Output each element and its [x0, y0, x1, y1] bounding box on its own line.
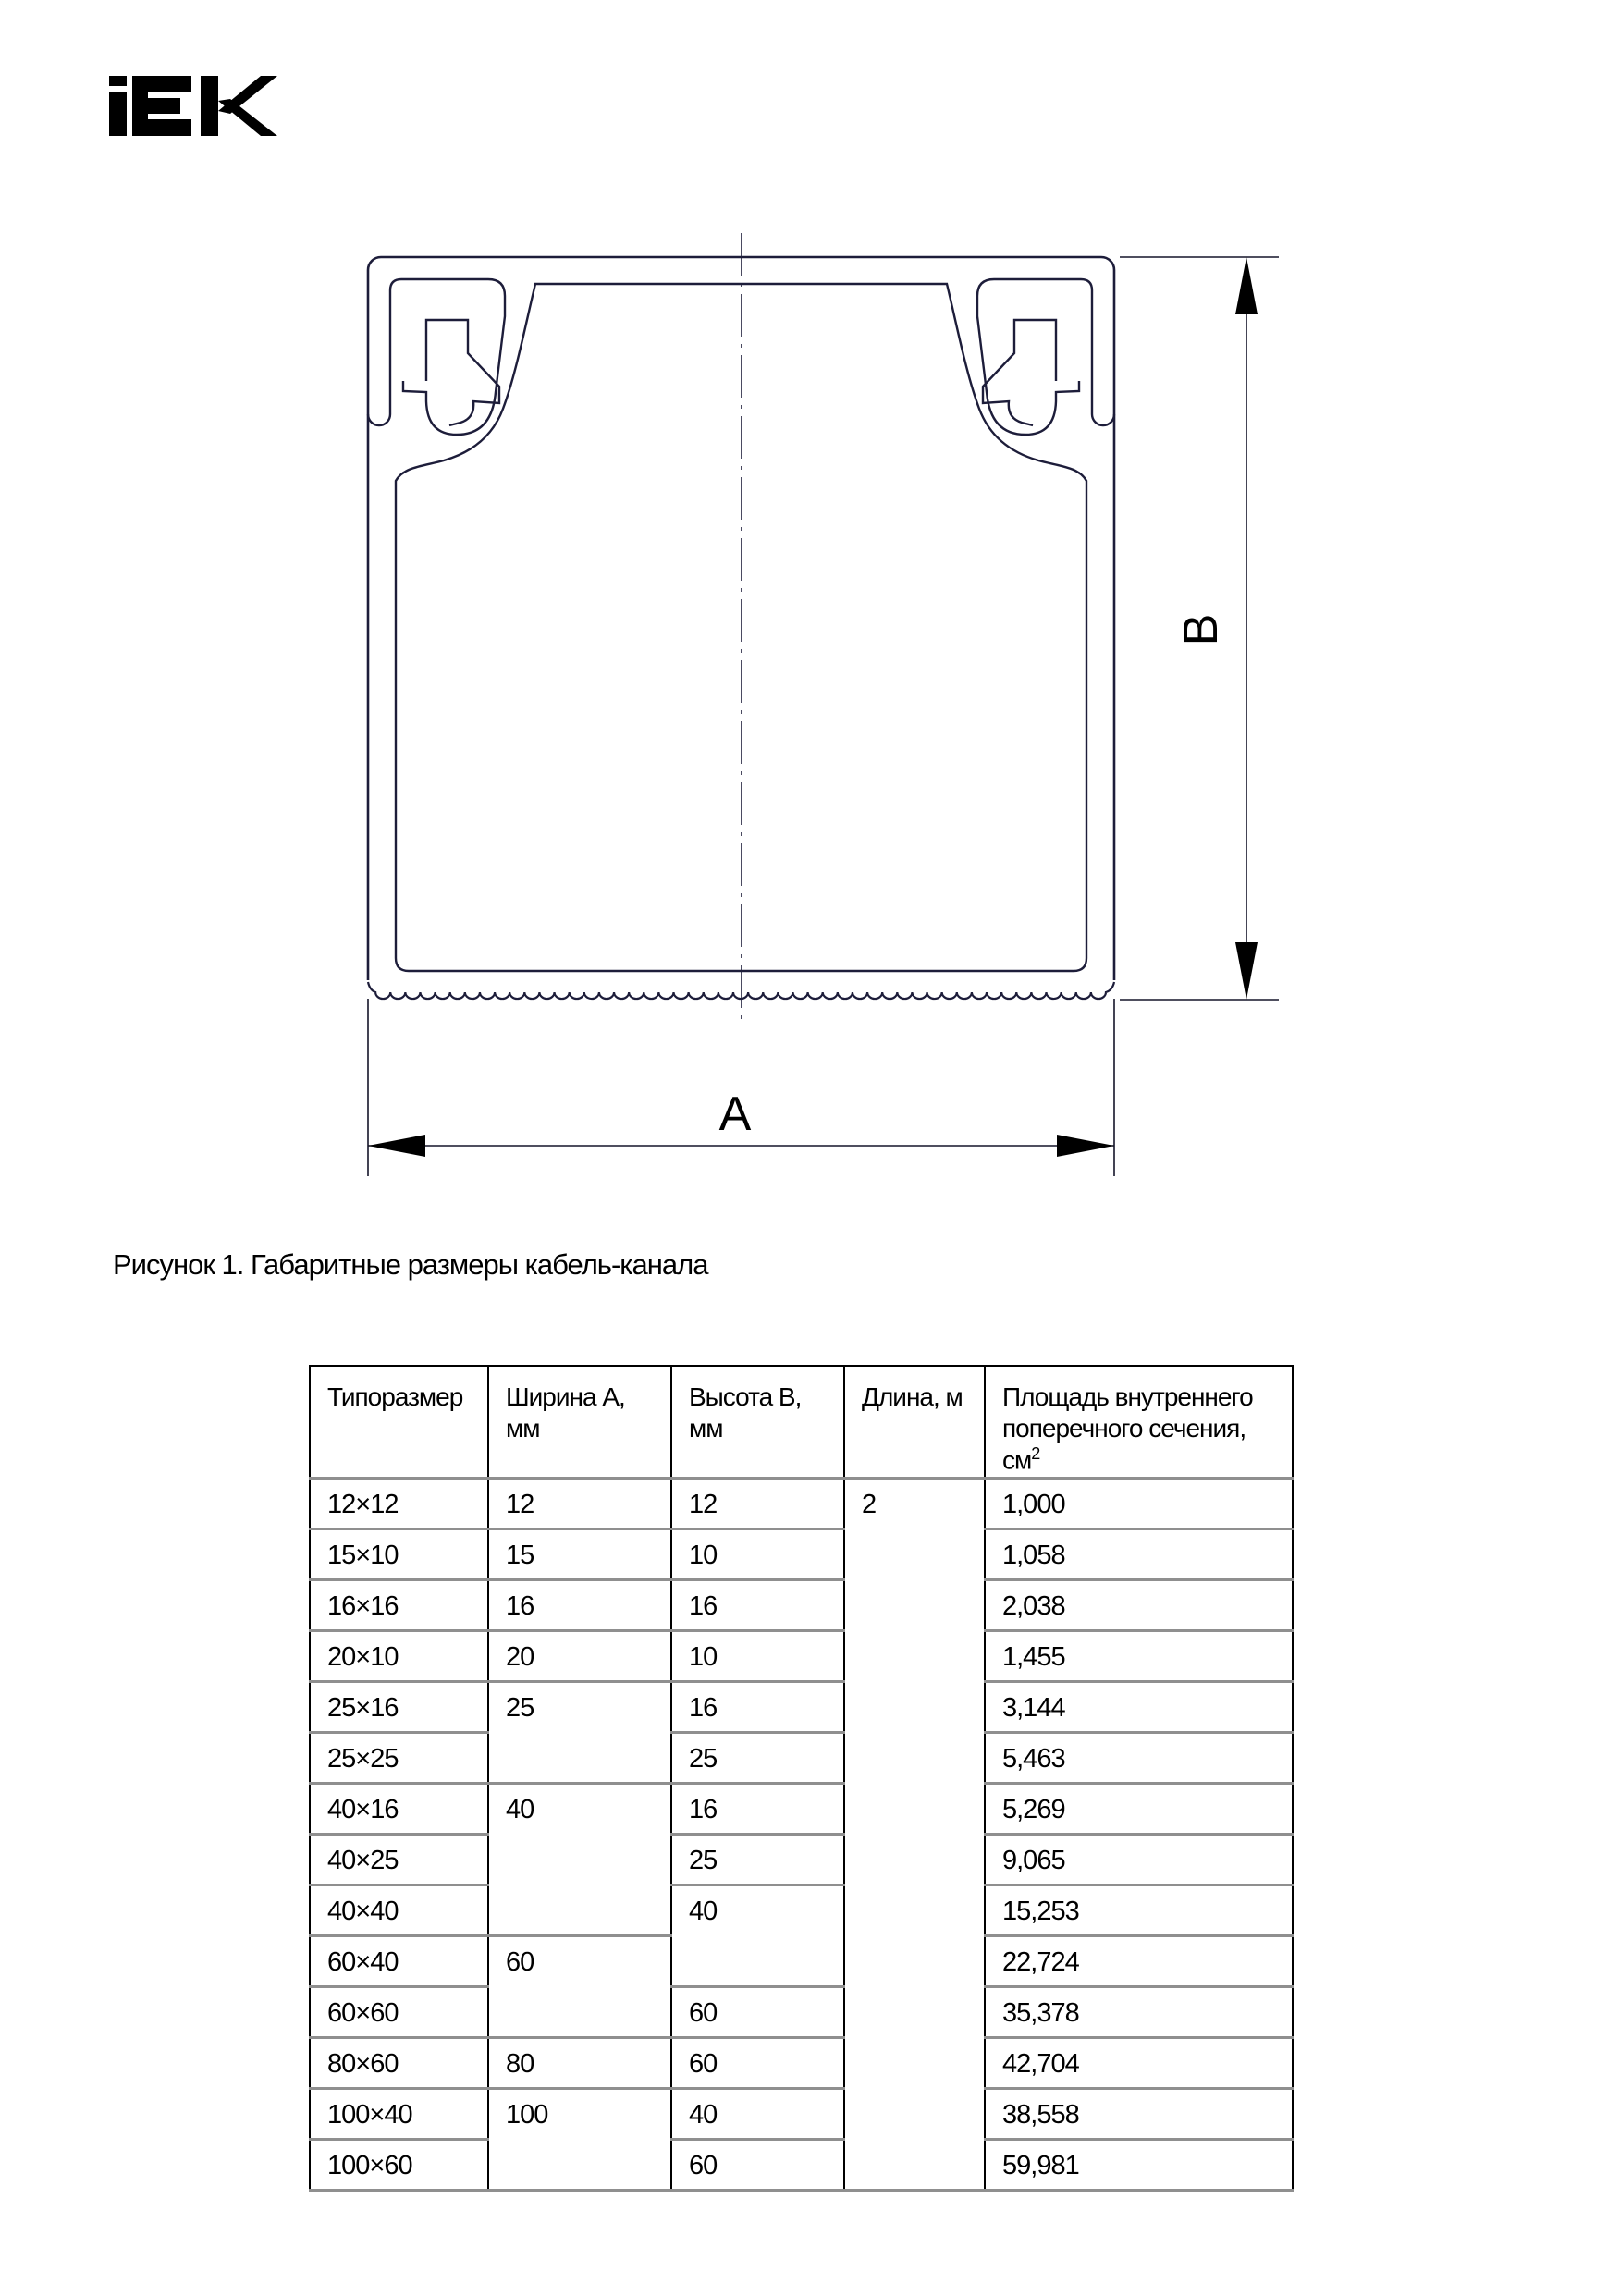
cell-size: 100×40 [310, 2088, 488, 2139]
cell-size: 60×60 [310, 1986, 488, 2037]
cell-area: 1,058 [985, 1529, 1293, 1579]
header-area-text: Площадь внутреннего поперечного сечения, см [1002, 1382, 1253, 1475]
cell-area: 42,704 [985, 2037, 1293, 2088]
cell-width: 100 [488, 2088, 671, 2190]
logo-e-top-bar [132, 76, 191, 92]
cell-area: 15,253 [985, 1885, 1293, 1935]
cell-area: 1,455 [985, 1630, 1293, 1681]
table-row [310, 1986, 1293, 2037]
logo-i-dot [109, 76, 127, 86]
table-row [310, 1630, 1293, 1681]
header-row [310, 1366, 1293, 1478]
cell-size: 25×25 [310, 1732, 488, 1783]
cell-width: 20 [488, 1630, 671, 1681]
cell-area: 2,038 [985, 1579, 1293, 1630]
logo-i-stem [109, 92, 127, 136]
table-row [310, 2088, 1293, 2139]
header-width: Ширина А, мм [488, 1366, 671, 1478]
dimensions-table-wrap [309, 1365, 1294, 2192]
cell-height: 40 [671, 2088, 844, 2139]
figure-caption: Рисунок 1. Габаритные размеры кабель-канала [113, 1248, 708, 1281]
dimensions-table [309, 1365, 1294, 2192]
cell-area: 38,558 [985, 2088, 1293, 2139]
table-row [310, 1885, 1293, 1935]
latch-left-tooth [426, 320, 499, 425]
cell-height: 12 [671, 1478, 844, 1529]
dim-b-arrow-bottom [1235, 942, 1258, 1000]
cell-height: 60 [671, 1986, 844, 2037]
header-area [985, 1366, 1293, 1478]
cell-height: 10 [671, 1529, 844, 1579]
table-row [310, 1681, 1293, 1732]
cell-size: 15×10 [310, 1529, 488, 1579]
cell-height: 25 [671, 1834, 844, 1885]
cell-length: 2 [844, 1478, 985, 2190]
logo-e-mid-bar [132, 98, 180, 114]
cell-area: 59,981 [985, 2139, 1293, 2190]
dimension-width [368, 999, 1114, 1176]
cell-size: 60×40 [310, 1935, 488, 1986]
dim-a-arrow-left [368, 1135, 425, 1157]
latch-left-pocket [368, 279, 505, 435]
cell-height: 60 [671, 2139, 844, 2190]
cell-width: 60 [488, 1935, 671, 2037]
table-row [310, 2037, 1293, 2088]
table-row [310, 1783, 1293, 1834]
header-length: Длина, м [844, 1366, 985, 1478]
header-height: Высота В, мм [671, 1366, 844, 1478]
cell-height: 10 [671, 1630, 844, 1681]
cell-width: 12 [488, 1478, 671, 1529]
dim-a-arrow-right [1057, 1135, 1114, 1157]
cell-height: 25 [671, 1732, 844, 1783]
cell-width: 16 [488, 1579, 671, 1630]
iek-logo [109, 76, 277, 136]
latch-right-pocket [977, 279, 1114, 435]
table-row [310, 1834, 1293, 1885]
cell-width: 15 [488, 1529, 671, 1579]
table-row [310, 1529, 1293, 1579]
cell-area: 35,378 [985, 1986, 1293, 2037]
cell-area: 5,269 [985, 1783, 1293, 1834]
cell-size: 25×16 [310, 1681, 488, 1732]
latch-left [368, 279, 505, 435]
cell-size: 100×60 [310, 2139, 488, 2190]
cell-area: 3,144 [985, 1681, 1293, 1732]
cell-height: 16 [671, 1579, 844, 1630]
cell-height: 16 [671, 1783, 844, 1834]
logo-k-lower-arm [218, 99, 277, 136]
cell-size: 40×16 [310, 1783, 488, 1834]
cell-area: 9,065 [985, 1834, 1293, 1885]
table-row [310, 2139, 1293, 2190]
cell-height: 60 [671, 2037, 844, 2088]
cell-area: 5,463 [985, 1732, 1293, 1783]
cell-size: 20×10 [310, 1630, 488, 1681]
cell-size: 80×60 [310, 2037, 488, 2088]
cell-size: 40×25 [310, 1834, 488, 1885]
cell-area: 22,724 [985, 1935, 1293, 1986]
table-row [310, 1579, 1293, 1630]
cell-size: 40×40 [310, 1885, 488, 1935]
width-dim-label: A [718, 1087, 752, 1141]
logo-k-stem [201, 76, 218, 136]
cell-width: 80 [488, 2037, 671, 2088]
cell-size: 16×16 [310, 1579, 488, 1630]
table-row [310, 1732, 1293, 1783]
cell-width: 25 [488, 1681, 671, 1783]
cell-width: 40 [488, 1783, 671, 1935]
cell-height: 16 [671, 1681, 844, 1732]
table-row [310, 1478, 1293, 1529]
header-size: Типоразмер [310, 1366, 488, 1478]
cell-size: 12×12 [310, 1478, 488, 1529]
logo-e-bottom-bar [132, 119, 191, 136]
latch-right-tooth [983, 320, 1056, 425]
cell-area: 1,000 [985, 1478, 1293, 1529]
height-dim-label: B [1174, 613, 1228, 646]
cell-height: 40 [671, 1885, 844, 1986]
latch-right [977, 279, 1114, 435]
header-area-superscript: 2 [1031, 1444, 1041, 1464]
dimension-height [1120, 257, 1279, 1000]
dim-b-arrow-top [1235, 257, 1258, 314]
